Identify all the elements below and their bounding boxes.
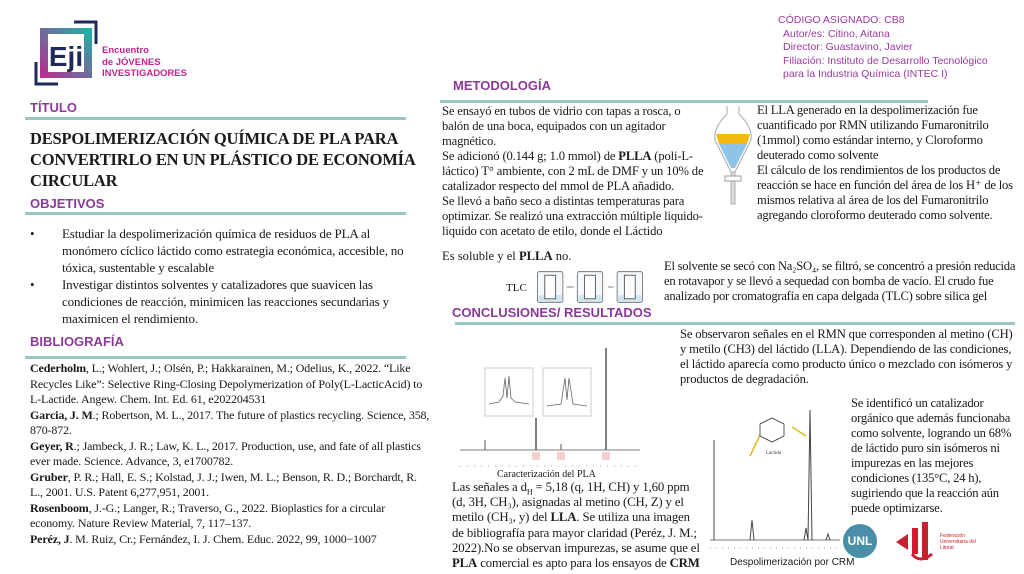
metodologia-text-left-end: Es soluble y el PLLA no. — [442, 249, 572, 263]
reference: Cederholm, L.; Wohlert, J.; Olsén, P.; Hakkarainen, M.; Odelius, K., 2022. “Like Recycles Like”: Selective Ring-Closing Depolymerization of Poly(L-LacticAcid) to L-Lactide. Angew. Chem. Int. Ed. 61, e202204531 — [30, 361, 423, 406]
conclusiones-text-2: Se observaron señales en el RMN que corresponden al metino (CH) y metilo (CH3) del láctido (LLA). Dependiendo de las condiciones, el láctido aparecía como producto único o mezclado con isómeros y productos de degradación. — [680, 327, 1013, 386]
reference: Peréz, J. M. Ruiz, Cr.; Fernández, I. J. Chem. Educ. 2022, 99, 1000−1007 — [30, 531, 377, 546]
reference: Rosenboom, J.-G.; Langer, R.; Traverso, G., 2022. Bioplastics for a circular economy. Nature Review Material, 7, 117–137. — [30, 500, 386, 530]
poster-title: DESPOLIMERIZACIÓN QUÍMICA DE PLA PARA CONVERTIRLO EN UN PLÁSTICO DE ECONOMÍA CIRCULAR — [30, 129, 415, 190]
conclusiones-text-3: Se identificó un catalizador orgánico que además funcionaba como solvente, logrando un 68% de láctido puro sin isómeros ni impurezas en las mejores condiciones (135°C, 24 h), sugiriendo que la reacción aún puede optimizarse. — [851, 396, 1012, 515]
conclusiones-heading: CONCLUSIONES/ RESULTADOS — [452, 305, 652, 320]
separatory-funnel-image — [711, 106, 755, 211]
tlc-text: El solvente se secó con Na₂SO₄, se filtró, se concentró a presión reducida en rotavapor y se llevó a sequedad con bomba de vacío. El crudo fue analizado por cromatografía en capa delgada (TLC) sobre silica gel — [664, 259, 1016, 303]
tlc-label: TLC — [506, 282, 527, 294]
list-item: • Estudiar la despolimerización química de residuos de PLA al monómero cíclico láctido como estrategia económica, accesible, no tóxica, sustentable y escalable — [28, 225, 428, 276]
objetivos-heading: OBJETIVOS — [30, 196, 105, 211]
reference-list — [30, 361, 430, 547]
metodologia-heading: METODOLOGÍA — [453, 78, 551, 93]
divider — [25, 356, 406, 359]
svg-text:Eji: Eji — [48, 41, 84, 72]
divider — [25, 117, 406, 120]
caption-pla: Caracterización del PLA — [497, 469, 596, 480]
unl-logo: UNL — [843, 524, 877, 558]
objetivos-list — [28, 225, 428, 327]
nmr-spectrum-pla — [455, 328, 645, 475]
reference: Gruber, P. R.; Hall, E. S.; Kolstad, J. J.; Iwen, M. L.; Benson, R. D.; Borchardt, R. L., 2001. U.S. Patent 6,277,951, 2001. — [30, 469, 417, 499]
reference: Garcia, J. M.; Robertson, M. L., 2017. The future of plastics recycling. Science, 358, 870-872. — [30, 407, 430, 437]
metodologia-text-left: Se ensayó en tubos de vidrio con tapas a rosca, o balón de una boca, equipados con un agitador magnético. Se adicionó (0.144 g; 1.0 mmol) de PLLA (poli-L-láctico) T° ambiente, con 2 mL de DMF y un 10% de catalizador respecto del mmol de PLA añadido. Se llevó a baño seco a distintas temperaturas para optimizar. Se realizó una extracción múltiple liquido-liquido con acetato de etilo, donde el Láctido — [442, 104, 704, 238]
logo-text: Encuentro de JÓVENES INVESTIGADORES — [102, 45, 187, 79]
caption-crm: Despolimerización por CRM — [730, 557, 855, 568]
metodologia-text-right: El LLA generado en la despolimerización fue cuantificado por RMN utilizando Fumaronitrilo (1mmol) como estándar interno, y Cloroformo deuterado como solvente El cálculo de los rendimientos de los productos de reacción se hace en función del área de los H⁺ de los mismos relativa al área de los del Fumaronitrilo agregando cloroformo deuterado como solvente. — [757, 103, 1013, 222]
poster-info: CÓDIGO ASIGNADO: CB8 Autor/es: Citino, Aitana Director: Guastavino, Javier Filiación: Instituto de Desarrollo Tecnológico para la Industria Química (INTEC I) — [778, 14, 988, 80]
nmr-spectrum-crm — [710, 410, 840, 560]
list-item: • Investigar distintos solventes y catalizadores que suavicen las condiciones de reacción, minimicen las reacciones secundarias y maximicen el rendimiento. — [28, 276, 428, 327]
fed-logo: Federación Universitaria del Litoral — [896, 520, 984, 564]
divider — [455, 322, 1015, 325]
divider — [25, 212, 406, 215]
lactide-label: Lactido — [766, 451, 782, 456]
reference: Geyer, R.; Jambeck, J. R.; Law, K. L., 2017. Production, use, and fate of all plastics ever made. Science. Advance, 3, e1700782. — [30, 438, 421, 468]
conclusiones-text-1: Las señales a $d_H = 5,18$ (q, 1H, CH) y 1,60 ppm (d, 3H, CH₃), asignadas al metino (CH, Z) y el metilo (CH₃, y) del LLA. Se utiliza una imagen de bibliografía para mayor claridad (Peréz, J. M.; 2022).No se observan impurezas, se asume que el PLA comercial es apto para los ensayos de CRM — [452, 480, 700, 571]
bibliografia-heading: BIBLIOGRAFÍA — [30, 334, 124, 349]
eji-logo — [34, 20, 98, 86]
titulo-heading: TÍTULO — [30, 100, 77, 115]
